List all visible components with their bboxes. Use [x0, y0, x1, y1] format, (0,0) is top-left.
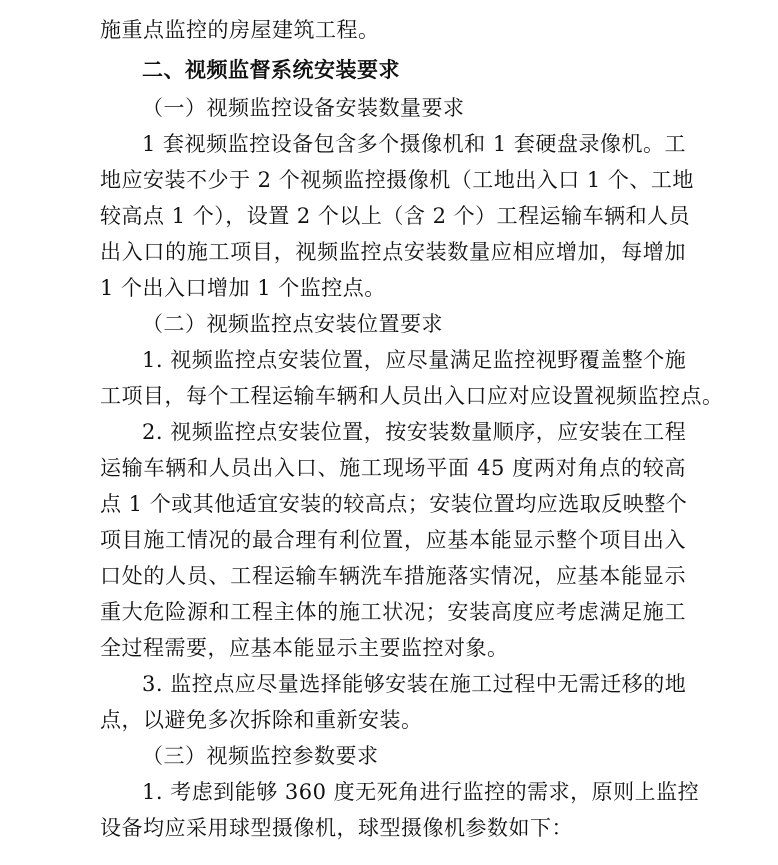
text-line: 地应安装不少于 2 个视频监控摄像机（工地出入口 1 个、工地: [100, 168, 694, 192]
subsection-heading: （一）视频监控设备安装数量要求: [142, 96, 465, 120]
text-line: 点 1 个或其他适宜安装的较高点；安装位置均应选取反映整个: [100, 492, 688, 516]
text-line: 1. 视频监控点安装位置，应尽量满足监控视野覆盖整个施: [142, 348, 687, 372]
text-line: 全过程需要，应基本能显示主要监控对象。: [100, 636, 509, 660]
text-line: 运输车辆和人员出入口、施工现场平面 45 度两对角点的较高: [100, 456, 686, 480]
text-line: 项目施工情况的最合理有利位置，应基本能显示整个项目出入: [100, 528, 686, 552]
subsection-heading: （二）视频监控点安装位置要求: [142, 312, 443, 336]
text-line: 1. 考虑到能够 360 度无死角进行监控的需求，原则上监控: [142, 780, 700, 804]
text-line: 较高点 1 个），设置 2 个以上（含 2 个）工程运输车辆和人员: [100, 204, 691, 228]
text-line: 1 个出入口增加 1 个监控点。: [100, 276, 386, 300]
subsection-heading: （三）视频监控参数要求: [142, 744, 379, 768]
text-line: 工项目，每个工程运输车辆和人员出入口应对应设置视频监控点。: [100, 384, 724, 408]
text-line: 设备均应采用球型摄像机，球型摄像机参数如下：: [100, 816, 573, 840]
section-heading: 二、视频监督系统安装要求: [142, 57, 400, 82]
text-line: 出入口的施工项目，视频监控点安装数量应相应增加，每增加: [100, 240, 686, 264]
text-line: 3. 监控点应尽量选择能够安装在施工过程中无需迁移的地: [142, 672, 687, 696]
text-line: 2. 视频监控点安装位置，按安装数量顺序，应安装在工程: [142, 420, 687, 444]
text-line: 1 套视频监控设备包含多个摄像机和 1 套硬盘录像机。工: [142, 132, 686, 156]
text-line: 施重点监控的房屋建筑工程。: [100, 18, 380, 42]
text-line: 点，以避免多次拆除和重新安装。: [100, 708, 423, 732]
text-line: 口处的人员、工程运输车辆洗车措施落实情况，应基本能显示: [100, 564, 686, 588]
text-line: 重大危险源和工程主体的施工状况；安装高度应考虑满足施工: [100, 600, 686, 624]
